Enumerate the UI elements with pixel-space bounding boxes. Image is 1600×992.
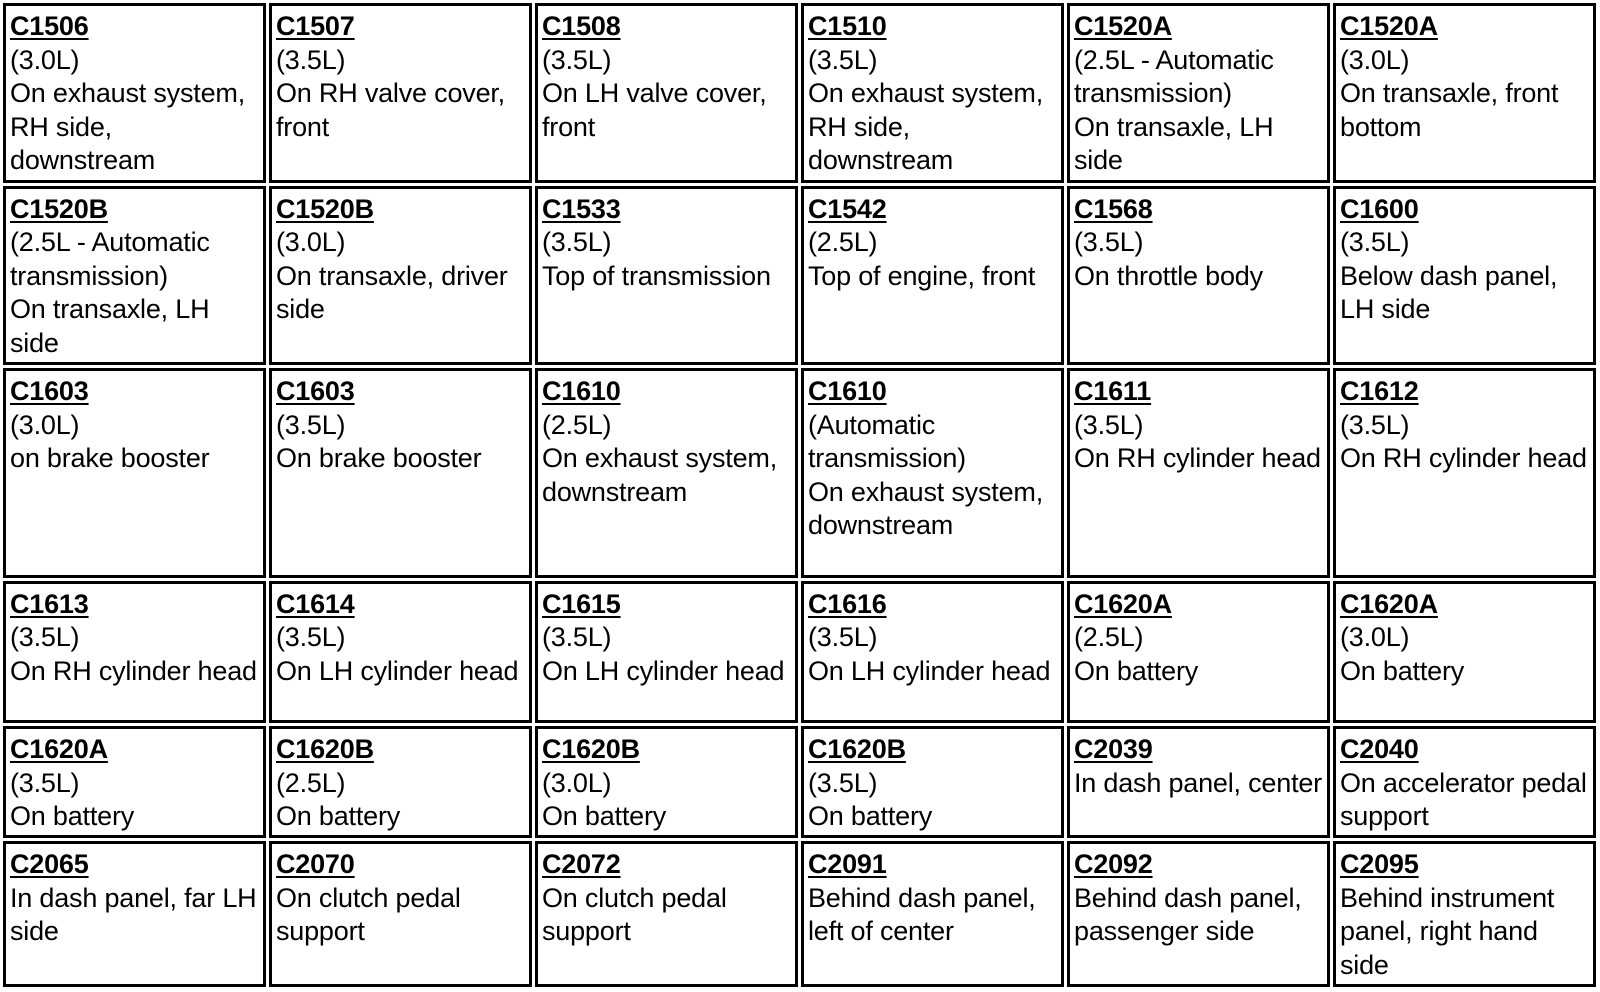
connector-spec: (3.5L) xyxy=(276,44,346,75)
table-row xyxy=(3,186,1596,366)
connector-cell xyxy=(1333,186,1596,366)
connector-location: On clutch pedal support xyxy=(542,882,727,947)
connector-id: C2039 xyxy=(1074,734,1153,765)
table-row xyxy=(3,581,1596,724)
connector-location: on brake booster xyxy=(10,443,210,474)
connector-spec: (3.5L) xyxy=(808,622,878,653)
connector-cell xyxy=(269,581,532,724)
connector-id: C2072 xyxy=(542,849,621,880)
connector-spec: (3.0L) xyxy=(10,44,80,75)
connector-cell xyxy=(535,368,798,577)
table-row xyxy=(3,368,1596,577)
connector-id: C1520A xyxy=(1340,11,1438,41)
connector-location: On exhaust system, downstream xyxy=(808,476,1043,541)
connector-id: C2065 xyxy=(10,849,89,880)
connector-cell xyxy=(269,726,532,838)
connector-cell xyxy=(1067,186,1330,366)
connector-id: C1610 xyxy=(542,376,621,407)
connector-spec: (3.0L) xyxy=(1340,622,1410,653)
connector-cell xyxy=(269,368,532,577)
connector-cell xyxy=(1333,841,1596,987)
connector-cell xyxy=(1067,368,1330,577)
connector-cell xyxy=(1067,3,1330,183)
connector-location: On LH valve cover, front xyxy=(542,78,767,142)
connector-spec: (3.5L) xyxy=(542,227,612,258)
connector-spec: (3.5L) xyxy=(1340,227,1410,258)
connector-id: C2040 xyxy=(1340,734,1419,765)
connector-location: On exhaust system, RH side, downstream xyxy=(10,78,245,175)
connector-location: On RH cylinder head xyxy=(1340,443,1587,474)
connector-location: On battery xyxy=(808,801,933,832)
connector-location: On battery xyxy=(542,801,667,832)
connector-cell xyxy=(801,726,1064,838)
connector-location: On transaxle, driver side xyxy=(276,260,508,325)
connector-cell xyxy=(3,841,266,987)
connector-cell xyxy=(1067,581,1330,724)
connector-id: C2091 xyxy=(808,849,887,880)
connector-cell xyxy=(3,726,266,838)
connector-cell xyxy=(1333,726,1596,838)
connector-location: Behind dash panel, left of center xyxy=(808,882,1036,947)
connector-id: C1620A xyxy=(1074,588,1172,619)
connector-spec: (3.5L) xyxy=(10,767,80,798)
connector-location: On accelerator pedal support xyxy=(1340,767,1587,832)
connector-cell xyxy=(1333,581,1596,724)
connector-spec: (3.0L) xyxy=(1340,44,1410,75)
connector-location: On exhaust system, downstream xyxy=(542,443,777,507)
connector-location: In dash panel, center xyxy=(1074,767,1322,798)
connector-id: C1620B xyxy=(542,734,640,765)
connector-id: C1613 xyxy=(10,588,89,619)
connector-location: On transaxle, LH side xyxy=(1074,111,1274,175)
connector-location: On battery xyxy=(1074,655,1199,686)
connector-spec: (3.0L) xyxy=(276,227,346,258)
connector-id: C1611 xyxy=(1074,376,1152,407)
connector-cell xyxy=(535,726,798,838)
connector-id: C1610 xyxy=(808,376,887,407)
connector-id: C1612 xyxy=(1340,376,1419,407)
connector-location: On RH valve cover, front xyxy=(276,78,505,142)
connector-location: On RH cylinder head xyxy=(10,655,257,686)
connector-spec: (3.5L) xyxy=(1074,227,1144,258)
connector-cell xyxy=(801,3,1064,183)
connector-cell xyxy=(535,841,798,987)
connector-id: C1520A xyxy=(1074,11,1172,41)
connector-cell xyxy=(801,581,1064,724)
connector-id: C1508 xyxy=(542,11,621,41)
connector-id: C1542 xyxy=(808,193,887,224)
connector-cell xyxy=(1333,3,1596,183)
table-row xyxy=(3,726,1596,838)
connector-spec: (3.5L) xyxy=(1074,409,1144,440)
connector-location: Below dash panel, LH side xyxy=(1340,260,1558,325)
connector-cell xyxy=(3,186,266,366)
table-row xyxy=(3,3,1596,183)
connector-spec: (3.0L) xyxy=(10,409,80,440)
connector-id: C2092 xyxy=(1074,849,1153,880)
connector-id: C1533 xyxy=(542,193,621,224)
connector-id: C1510 xyxy=(808,11,887,41)
connector-spec: (2.5L) xyxy=(276,767,346,798)
connector-cell xyxy=(269,186,532,366)
connector-cell xyxy=(3,3,266,183)
connector-location: On exhaust system, RH side, downstream xyxy=(808,78,1043,175)
connector-id: C2070 xyxy=(276,849,355,880)
table-row xyxy=(3,841,1596,987)
connector-id: C1615 xyxy=(542,588,621,619)
connector-location: On RH cylinder head xyxy=(1074,443,1321,474)
connector-location: On battery xyxy=(10,801,135,832)
connector-location: On transaxle, front bottom xyxy=(1340,78,1559,142)
connector-spec: (Automatic transmission) xyxy=(808,409,966,474)
connector-location: Behind instrument panel, right hand side xyxy=(1340,882,1555,980)
connector-cell xyxy=(269,3,532,183)
connector-spec: (2.5L - Automatic transmission) xyxy=(1074,44,1274,108)
connector-id: C1614 xyxy=(276,588,355,619)
connector-cell xyxy=(269,841,532,987)
connector-location: On LH cylinder head xyxy=(542,655,785,686)
connector-spec: (3.5L) xyxy=(808,767,878,798)
connector-location: Top of engine, front xyxy=(808,260,1036,291)
connector-id: C1603 xyxy=(276,376,355,407)
connector-location: On transaxle, LH side xyxy=(10,294,210,358)
connector-location: On battery xyxy=(276,801,401,832)
connector-spec: (3.5L) xyxy=(276,622,346,653)
connector-spec: (2.5L) xyxy=(542,409,612,440)
connector-spec: (3.0L) xyxy=(542,767,612,798)
connector-location: On brake booster xyxy=(276,443,482,474)
connector-cell xyxy=(801,368,1064,577)
connector-cell xyxy=(1067,726,1330,838)
connector-location: On throttle body xyxy=(1074,260,1263,291)
connector-spec: (3.5L) xyxy=(10,622,80,653)
connector-id: C1620A xyxy=(1340,588,1438,619)
connector-cell xyxy=(535,186,798,366)
connector-spec: (2.5L) xyxy=(1074,622,1144,653)
connector-id: C1506 xyxy=(10,11,89,41)
connector-id: C1603 xyxy=(10,376,89,407)
connector-spec: (3.5L) xyxy=(542,44,612,75)
connector-spec: (3.5L) xyxy=(808,44,878,75)
connector-id: C2095 xyxy=(1340,849,1419,880)
connector-spec: (3.5L) xyxy=(1340,409,1410,440)
connector-spec: (3.5L) xyxy=(276,409,346,440)
connector-location: On battery xyxy=(1340,655,1465,686)
connector-id: C1620B xyxy=(808,734,906,765)
connector-id: C1520B xyxy=(10,193,108,224)
connector-spec: (2.5L - Automatic transmission) xyxy=(10,227,210,291)
connector-id: C1620A xyxy=(10,734,108,765)
connector-id: C1616 xyxy=(808,588,887,619)
connector-id: C1600 xyxy=(1340,193,1419,224)
connector-location: On clutch pedal support xyxy=(276,882,461,947)
connector-id: C1568 xyxy=(1074,193,1153,224)
connector-cell xyxy=(801,186,1064,366)
connector-id: C1620B xyxy=(276,734,374,765)
connector-location: Top of transmission xyxy=(542,260,771,291)
connector-cell xyxy=(535,3,798,183)
connector-spec: (2.5L) xyxy=(808,227,878,258)
connector-id: C1507 xyxy=(276,11,355,41)
connector-cell xyxy=(535,581,798,724)
connector-cell xyxy=(1333,368,1596,577)
connector-id: C1520B xyxy=(276,193,374,224)
connector-cell xyxy=(801,841,1064,987)
connector-location: Behind dash panel, passenger side xyxy=(1074,882,1302,947)
connector-cell xyxy=(3,581,266,724)
connector-location: In dash panel, far LH side xyxy=(10,882,257,947)
connector-cell xyxy=(3,368,266,577)
connector-cell xyxy=(1067,841,1330,987)
connector-location: On LH cylinder head xyxy=(808,655,1051,686)
connector-spec: (3.5L) xyxy=(542,622,612,653)
connector-location: On LH cylinder head xyxy=(276,655,519,686)
